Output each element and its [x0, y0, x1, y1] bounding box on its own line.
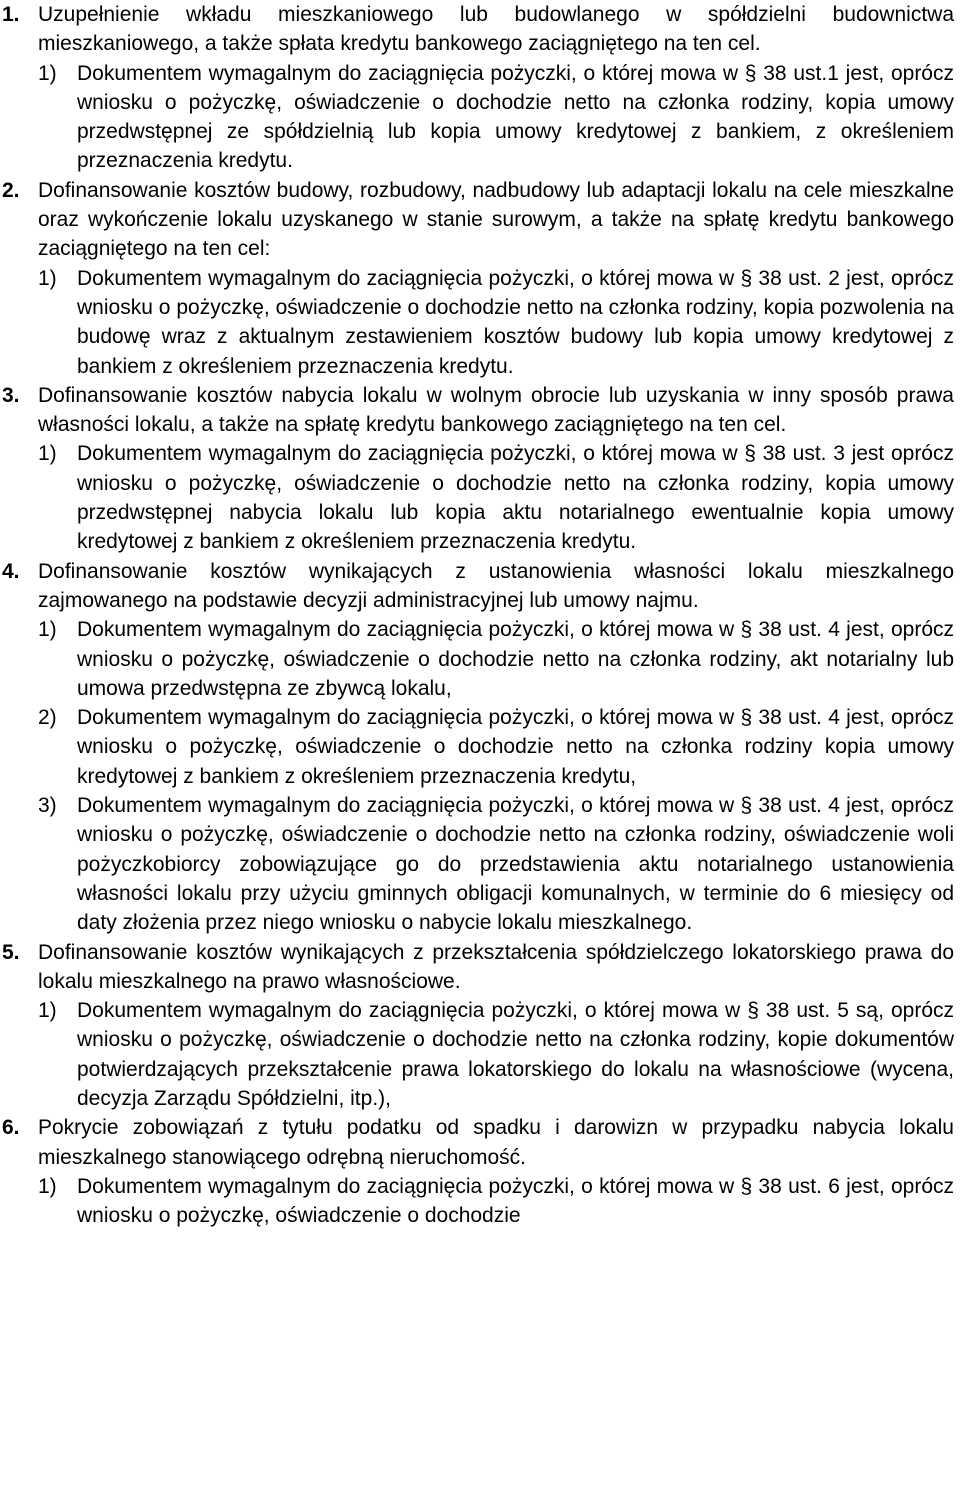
section-title: Dofinansowanie kosztów wynikających z przekształcenia spółdzielczego lokatorskiego prawa do lokalu mieszkalnego na prawo własnościowe.	[38, 940, 954, 993]
list-item-text: Dokumentem wymagalnym do zaciągnięcia pożyczki, o której mowa w § 38 ust. 4 jest, oprócz wniosku o pożyczkę, oświadczenie o dochodzie netto na członka rodziny, oświadczenie woli pożyczkobiorcy zobowiązujące go do przedstawienia aktu notarialnego ustanowienia własności lokalu przy użyciu gminnych obligacji komunalnych, w terminie do 6 miesięcy od daty złożenia przez niego wniosku o nabycie lokalu mieszkalnego.	[77, 794, 954, 935]
list-item	[38, 264, 954, 381]
section	[2, 1113, 954, 1230]
list-item	[38, 703, 954, 791]
list-item-number: 2)	[38, 706, 57, 730]
section-number: 2.	[2, 178, 20, 202]
list-item	[38, 439, 954, 556]
list-item-text: Dokumentem wymagalnym do zaciągnięcia pożyczki, o której mowa w § 38 ust. 4 jest, oprócz wniosku o pożyczkę, oświadczenie o dochodzie netto na członka rodziny kopia umowy kredytowej z bankiem z określeniem przeznaczenia kredytu,	[77, 706, 954, 788]
list-item	[38, 59, 954, 176]
list-item	[38, 1172, 954, 1231]
list-item-text: Dokumentem wymagalnym do zaciągnięcia pożyczki, o której mowa w § 38 ust. 5 są, oprócz wniosku o pożyczkę, oświadczenie o dochodzie netto na członka rodziny, kopie dokumentów potwierdzających przekształcenie prawa lokatorskiego do lokalu na własnościowe (wycena, decyzja Zarządu Spółdzielni, itp.),	[77, 999, 954, 1110]
section-number: 5.	[2, 940, 20, 964]
list-item-number: 1)	[38, 61, 57, 85]
list-item-number: 1)	[38, 442, 57, 466]
section-title: Dofinansowanie kosztów nabycia lokalu w wolnym obrocie lub uzyskania w inny sposób prawa własności lokalu, a także na spłatę kredytu bankowego zaciągniętego na ten cel.	[38, 383, 954, 437]
section-number: 1.	[2, 3, 20, 26]
list-item	[38, 615, 954, 703]
section	[2, 938, 954, 1114]
section	[2, 176, 954, 381]
section	[2, 0, 954, 176]
section	[2, 557, 954, 938]
list-item-text: Dokumentem wymagalnym do zaciągnięcia pożyczki, o której mowa w § 38 ust. 6 jest, oprócz wniosku o pożyczkę, oświadczenie o dochodzie	[77, 1174, 954, 1228]
list-item-number: 1)	[38, 266, 57, 290]
list-item-text: Dokumentem wymagalnym do zaciągnięcia pożyczki, o której mowa w § 38 ust. 3 jest oprócz wniosku o pożyczkę, oświadczenie o dochodzie netto na członka rodziny, kopia umowy przedwstępnej nabycia lokalu lub kopia aktu notarialnego ewentualnie kopia umowy kredytowej z bankiem z określeniem przeznaczenia kredytu.	[77, 442, 954, 554]
list-item-number: 3)	[38, 794, 57, 818]
list-item	[38, 791, 954, 937]
list-item-text: Dokumentem wymagalnym do zaciągnięcia pożyczki, o której mowa w § 38 ust.1 jest, oprócz wniosku o pożyczkę, oświadczenie o dochodzie netto na członka rodziny, kopia umowy przedwstępnej ze spółdzielnią lub kopia umowy kredytowej z bankiem, z określeniem przeznaczenia kredytu.	[77, 61, 954, 173]
section-number: 3.	[2, 383, 20, 407]
section-title: Pokrycie zobowiązań z tytułu podatku od spadku i darowizn w przypadku nabycia lokalu mieszkalnego stanowiącego odrębną nieruchomość.	[38, 1116, 954, 1169]
list-item-text: Dokumentem wymagalnym do zaciągnięcia pożyczki, o której mowa w § 38 ust. 2 jest, oprócz wniosku o pożyczkę, oświadczenie o dochodzie netto na członka rodziny, kopia pozwolenia na budowę wraz z aktualnym zestawieniem kosztów budowy lub kopia umowy kredytowej z bankiem z określeniem przeznaczenia kredytu.	[77, 266, 954, 378]
section-number: 6.	[2, 1116, 20, 1140]
list-item-number: 1)	[38, 999, 57, 1023]
section-title: Dofinansowanie kosztów budowy, rozbudowy, nadbudowy lub adaptacji lokalu na cele mieszkalne oraz wykończenie lokalu uzyskanego w stanie surowym, a także na spłatę kredytu bankowego zaciągniętego na ten cel:	[38, 178, 954, 261]
section	[2, 381, 954, 557]
section-number: 4.	[2, 559, 20, 583]
section-title: Dofinansowanie kosztów wynikających z ustanowienia własności lokalu mieszkalnego zajmowanego na podstawie decyzji administracyjnej lub umowy najmu.	[38, 559, 954, 612]
list-item-number: 1)	[38, 618, 57, 642]
list-item-number: 1)	[38, 1174, 57, 1198]
section-title: Uzupełnienie wkładu mieszkaniowego lub budowlanego w spółdzielni budownictwa mieszkaniowego, a także spłata kredytu bankowego zaciągniętego na ten cel.	[38, 3, 954, 56]
list-item-text: Dokumentem wymagalnym do zaciągnięcia pożyczki, o której mowa w § 38 ust. 4 jest, oprócz wniosku o pożyczkę, oświadczenie o dochodzie netto na członka rodziny, akt notarialny lub umowa przedwstępna ze zbywcą lokalu,	[77, 618, 954, 700]
list-item	[38, 996, 954, 1113]
